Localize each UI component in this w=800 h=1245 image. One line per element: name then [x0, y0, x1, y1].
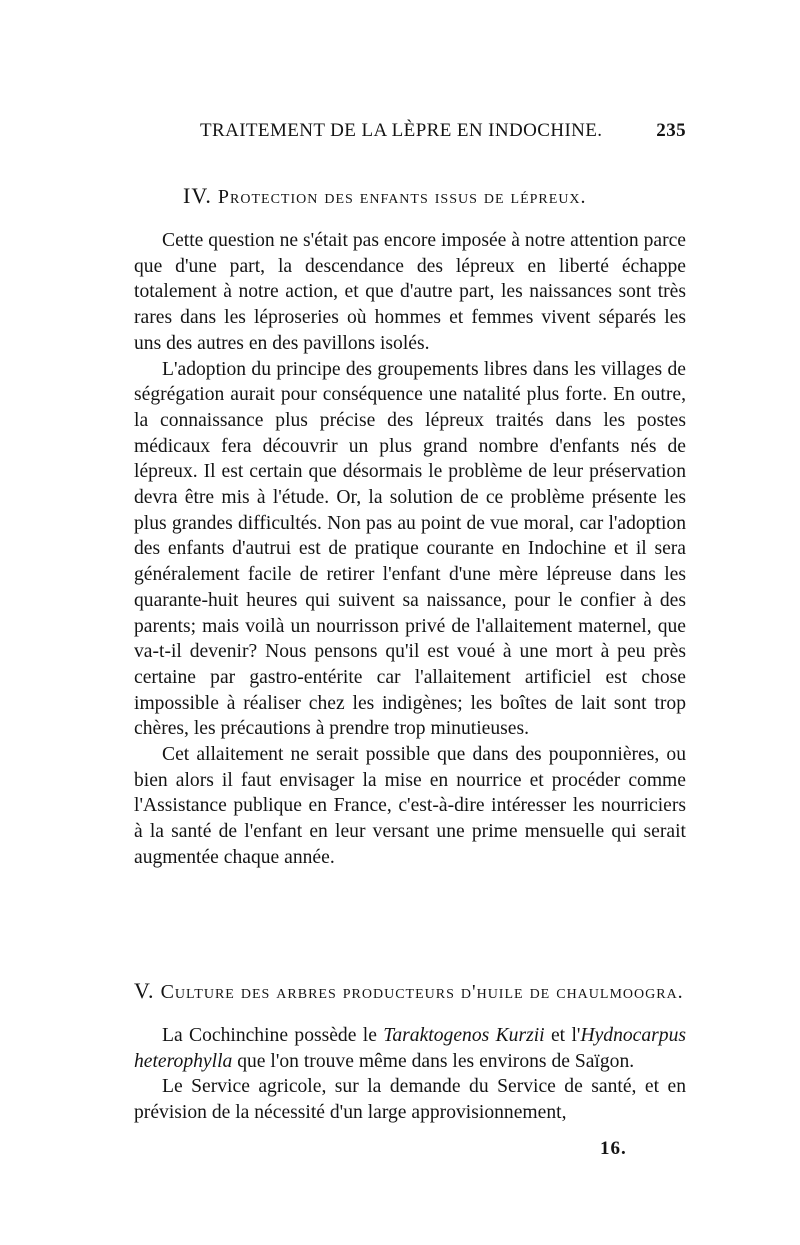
text-run: La Cochinchine possède le — [162, 1025, 384, 1046]
section-number: IV. — [183, 183, 212, 208]
page-number: 235 — [656, 120, 686, 141]
section-title: Culture des arbres producteurs d'huile de chaulmoogra. — [160, 981, 684, 1003]
paragraph: Le Service agricole, sur la demande du Service de santé, et en prévision de la nécessité d'un large approvisionnement, — [134, 1076, 686, 1124]
text-run: et l' — [544, 1025, 581, 1046]
section-5-body — [134, 1023, 686, 1126]
signature-mark: 16. — [600, 1138, 627, 1159]
section-title: Protection des enfants issus de lépreux. — [217, 186, 587, 208]
paragraph: Cette question ne s'était pas encore imposée à notre attention parce que d'une part, la descendance des lépreux en liberté échappe totalement à notre action, et que d'autre part, les naissances sont très rares dans les léproseries où hommes et femmes vivent séparés les uns des autres en des pavillons isolés. — [134, 230, 686, 354]
section-number: V. — [134, 978, 155, 1003]
species-name: Hydnocarpus heterophylla — [134, 1025, 687, 1072]
section-heading-5 — [134, 978, 684, 1004]
paragraph: Cet allaitement ne serait possible que dans des pouponnières, ou bien alors il faut envisager la mise en nourrice et procéder comme l'Assistance publique en France, c'est-à-dire intéresser les nourriciers à la santé de l'enfant en leur versant une prime mensuelle qui serait augmentée chaque année. — [134, 744, 686, 868]
section-heading-4 — [183, 183, 587, 209]
text-run: que l'on trouve même dans les environs de Saïgon. — [232, 1050, 635, 1072]
species-name: Taraktogenos Kurzii — [383, 1025, 545, 1046]
paragraph: L'adoption du principe des groupements libres dans les villages de ségrégation aurait pour conséquence une natalité plus forte. En outre, la connaissance plus précise des lépreux traités dans les postes médicaux fera découvrir un plus grand nombre d'enfants nés de lépreux. Il est certain que désormais le problème de leur préservation devra être mis à l'étude. Or, la solution de ce problème présente les plus grandes difficultés. Non pas au point de vue moral, car l'adoption des enfants d'autrui est de pratique courante en Indochine et il sera généralement facile de retirer l'enfant d'une mère lépreuse dans les quarante-huit heures qui suivent sa naissance, pour le confier à des parents; mais voilà un nourrisson privé de l'allaitement maternel, que va-t-il devenir? Nous pensons qu'il est voué à une mort à peu près certaine par gastro-entérite car l'allaitement artificiel est chose impossible à réaliser chez les indigènes; les boîtes de lait sont trop chères, les précautions à prendre trop minutieuses. — [134, 358, 686, 740]
section-4-body — [134, 228, 686, 871]
paragraph — [134, 1023, 686, 1074]
running-title: TRAITEMENT DE LA LÈPRE EN INDOCHINE. — [200, 120, 603, 141]
